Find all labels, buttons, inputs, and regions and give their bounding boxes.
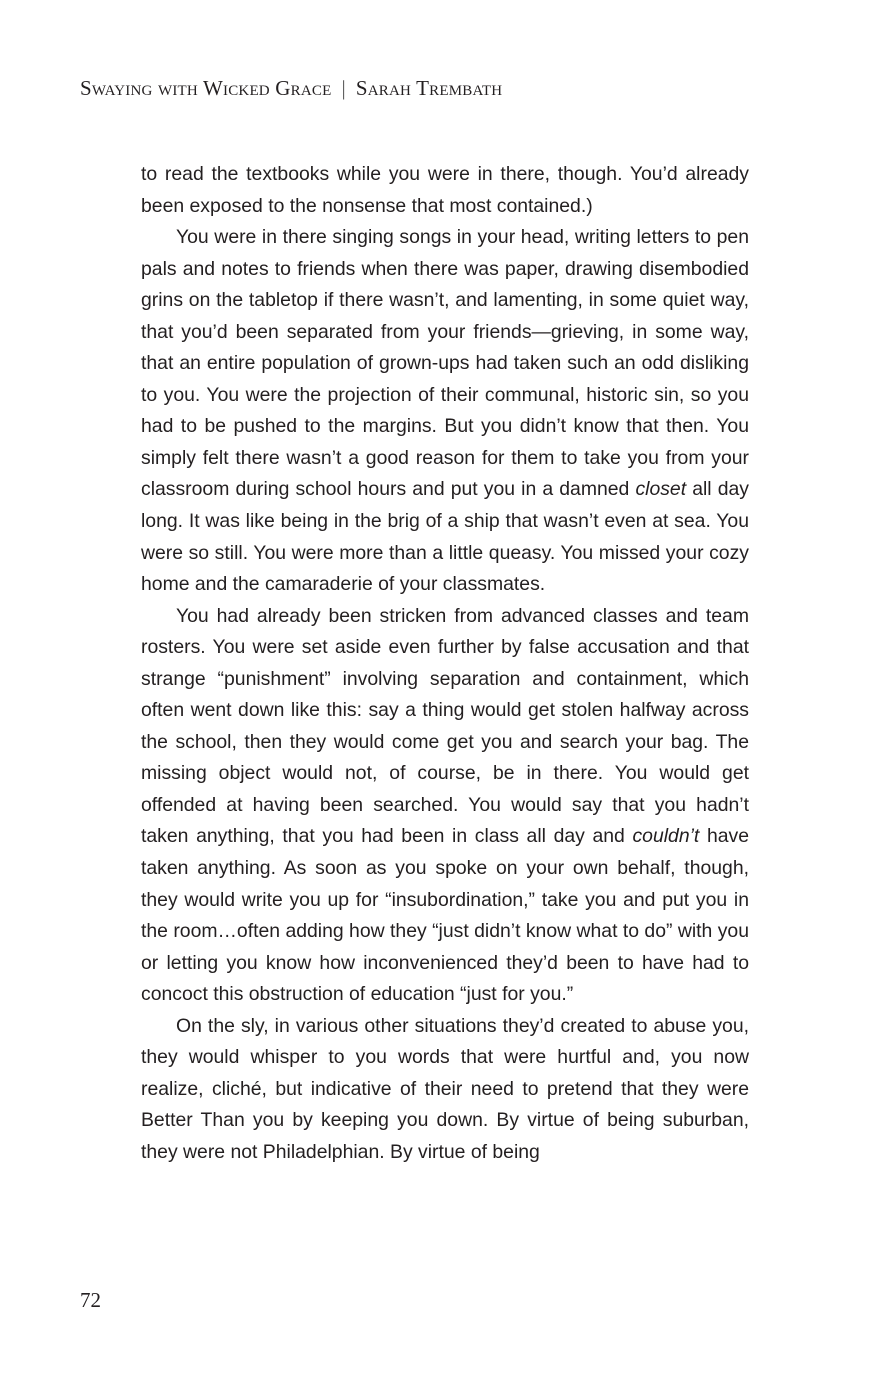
author-name: Sarah Trembath [355, 76, 503, 100]
paragraph-3-emphasis: couldn’t [632, 825, 700, 848]
paragraph-3 [141, 601, 749, 1011]
paragraph-1 [141, 159, 749, 222]
paragraph-2-emphasis: closet [635, 478, 687, 501]
paragraph-2-rest: all day long. It was like being in the brig of a ship that wasn’t even at sea. You were so still. You were more than a little queasy. You missed your cozy home and the camaraderie of your classmates. [141, 478, 749, 596]
paragraph-2-text: You were in there singing songs in your head, writing letters to pen pals and notes to friends when there was paper, drawing disembodied grins on the tabletop if there wasn’t, and lamenting, in some quiet way, that you’d been separated from your friends—grieving, in some way, that an entire population of grown-ups had taken such an odd disliking to you. You were the projection of their communal, historic sin, so you had to be pushed to the margins. But you didn’t know that then. You simply felt there wasn’t a good reason for them to take you from your classroom during school hours and put you in a damned [141, 226, 749, 501]
body-text [141, 159, 749, 1169]
page-number: 72 [80, 1288, 101, 1312]
paragraph-3-text-b: have taken anything. As soon as you spoke on your own behalf, though, they would write you up for “insubordination,” take you and put you in the room…often adding how they “just didn’t know what to do” with you or letting you know how inconvenienced they’d been to have had to concoct this obstruction of education “just for you.” [141, 825, 750, 1006]
header-separator: | [341, 76, 346, 100]
paragraph-1-text: to read the textbooks while you were in there, though. You’d already been exposed to the nonsense that most contained.) [141, 163, 749, 217]
paragraph-4 [141, 1011, 749, 1169]
running-head [80, 76, 502, 101]
paragraph-3-text-a: You had already been stricken from advanced classes and team rosters. You were set aside even further by false accusation and that strange “punishment” involving separation and containment, which often went down like this: say a thing would get stolen halfway across the school, then they would come get you and search your bag. The missing object would not, of course, be in there. You would get offended at having been searched. You would say that you hadn’t taken anything, that you had been in class all day and [141, 604, 749, 848]
paragraph-2 [141, 222, 749, 601]
paragraph-4-text: On the sly, in various other situations they’d created to abuse you, they would whisper to you words that were hurtful and, you now realize, cliché, but indicative of their need to pretend that they were Better Than you by keeping you down. By virtue of being suburban, they were not Philadelphian. By virtue of being [141, 1014, 749, 1163]
book-title: Swaying with Wicked Grace [80, 76, 332, 100]
